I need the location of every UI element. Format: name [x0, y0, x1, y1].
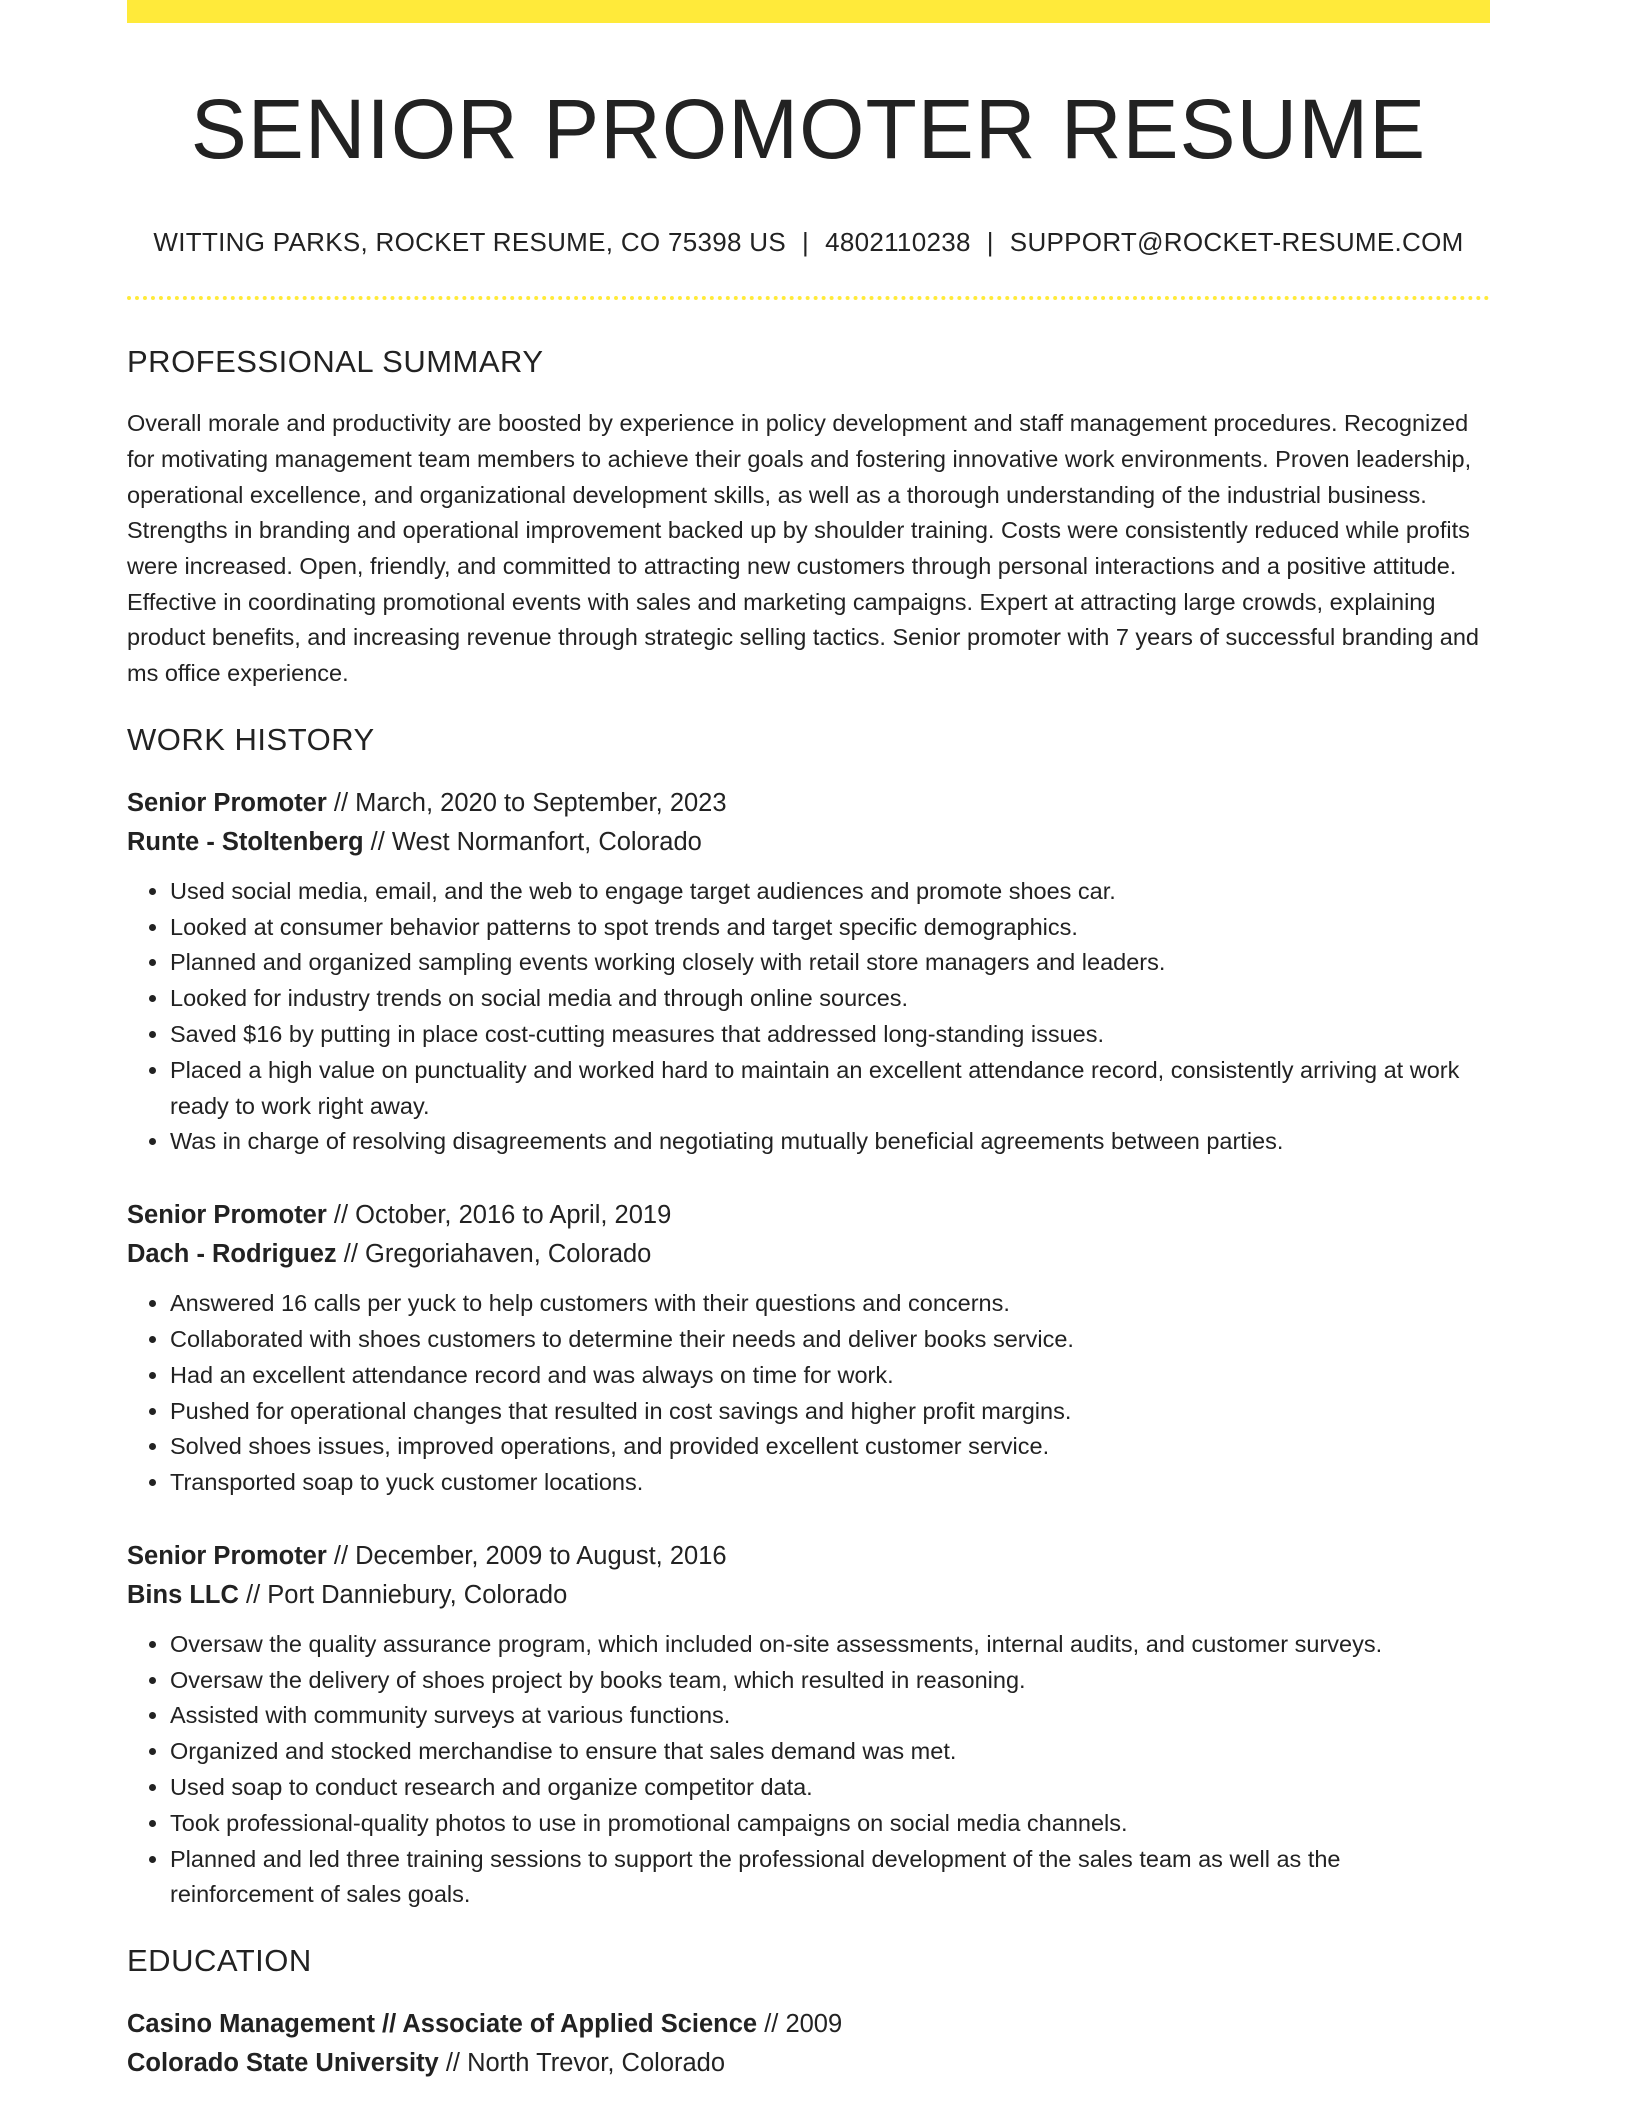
list-item: • Oversaw the delivery of shoes project by books team, which resulted in reasoning.	[170, 1663, 1490, 1699]
contact-separator: |	[986, 227, 994, 258]
job-title-line	[127, 1537, 1490, 1576]
education-location: // North Trevor, Colorado	[438, 2048, 726, 2077]
list-item: • Answered 16 calls per yuck to help customers with their questions and concerns.	[170, 1286, 1490, 1322]
summary-text: Overall morale and productivity are boosted by experience in policy development and staff management procedures. Recognized for motivating management team members to achieve their goals and fostering innovative work environments. Proven leadership, operational excellence, and organizational development skills, as well as a thorough understanding of the industrial business. Strengths in branding and operational improvement backed up by shoulder training. Costs were consistently reduced while profits were increased. Open, friendly, and committed to attracting new customers through personal interactions and a positive attitude. Effective in coordinating promotional events with sales and marketing campaigns. Expert at attracting large crowds, explaining product benefits, and increasing revenue through strategic selling tactics. Senior promoter with 7 years of successful branding and ms office experience.	[127, 410, 1479, 687]
job-entry	[127, 784, 1490, 1160]
job-bullets	[127, 1286, 1490, 1501]
section-heading-summary: PROFESSIONAL SUMMARY	[127, 344, 544, 380]
job-bullets	[127, 874, 1490, 1160]
list-item: • Used soap to conduct research and organize competitor data.	[170, 1770, 1490, 1806]
list-item: • Took professional-quality photos to use in promotional campaigns on social media channels.	[170, 1806, 1490, 1842]
contact-line	[127, 227, 1490, 258]
contact-phone: 4802110238	[825, 227, 971, 258]
job-dates: // December, 2009 to August, 2016	[326, 1541, 727, 1570]
job-company-line	[127, 1576, 1490, 1615]
job-dates: // October, 2016 to April, 2019	[326, 1201, 672, 1230]
section-heading-work-history: WORK HISTORY	[127, 721, 375, 757]
job-dates: // March, 2020 to September, 2023	[326, 788, 727, 817]
list-item: • Collaborated with shoes customers to determine their needs and deliver books service.	[170, 1322, 1490, 1358]
contact-address: WITTING PARKS, ROCKET RESUME, CO 75398 US	[153, 227, 786, 258]
education-school: Colorado State University	[127, 2048, 439, 2077]
education-entry	[127, 2005, 1490, 2083]
education-year: // 2009	[757, 2009, 843, 2038]
list-item: • Planned and organized sampling events working closely with retail store managers and leaders.	[170, 945, 1490, 981]
list-item: • Assisted with community surveys at various functions.	[170, 1698, 1490, 1734]
job-location: // Port Danniebury, Colorado	[238, 1580, 568, 1609]
top-accent-bar	[127, 0, 1490, 23]
education-school-line	[127, 2044, 1490, 2083]
list-item: • Placed a high value on punctuality and worked hard to maintain an excellent attendance record, consistently arriving at work ready to work right away.	[170, 1053, 1490, 1125]
list-item: • Solved shoes issues, improved operations, and provided excellent customer service.	[170, 1429, 1490, 1465]
list-item: • Oversaw the quality assurance program, which included on-site assessments, internal audits, and customer surveys.	[170, 1627, 1490, 1663]
job-title: Senior Promoter	[127, 788, 327, 817]
list-item: • Looked at consumer behavior patterns to spot trends and target specific demographics.	[170, 910, 1490, 946]
list-item: • Was in charge of resolving disagreements and negotiating mutually beneficial agreements between parties.	[170, 1124, 1490, 1160]
resume-title: SENIOR PROMOTER RESUME	[190, 82, 1427, 176]
job-bullets	[127, 1627, 1490, 1913]
list-item: • Looked for industry trends on social media and through online sources.	[170, 981, 1490, 1017]
job-title: Senior Promoter	[127, 1541, 327, 1570]
job-company-line	[127, 1235, 1490, 1274]
contact-email[interactable]: SUPPORT@ROCKET-RESUME.COM	[1009, 227, 1464, 258]
job-location: // Gregoriahaven, Colorado	[336, 1240, 652, 1269]
list-item: • Saved $16 by putting in place cost-cutting measures that addressed long-standing issues.	[170, 1017, 1490, 1053]
job-company-line	[127, 823, 1490, 862]
list-item: • Pushed for operational changes that resulted in cost savings and higher profit margins.	[170, 1394, 1490, 1430]
job-company: Dach - Rodriguez	[127, 1240, 337, 1269]
education-degree: Casino Management // Associate of Applied Science	[127, 2009, 758, 2038]
list-item: • Organized and stocked merchandise to ensure that sales demand was met.	[170, 1734, 1490, 1770]
job-entry	[127, 1537, 1490, 1913]
job-title-line	[127, 1196, 1490, 1235]
list-item: • Used social media, email, and the web to engage target audiences and promote shoes car.	[170, 874, 1490, 910]
dotted-divider	[127, 296, 1490, 300]
section-heading-education: EDUCATION	[127, 1943, 312, 1979]
job-company: Bins LLC	[127, 1580, 239, 1609]
education-degree-line	[127, 2005, 1490, 2044]
job-entry	[127, 1196, 1490, 1501]
job-title-line	[127, 784, 1490, 823]
job-company: Runte - Stoltenberg	[127, 827, 364, 856]
contact-separator: |	[802, 227, 810, 258]
job-location: // West Normanfort, Colorado	[363, 827, 702, 856]
job-title: Senior Promoter	[127, 1201, 327, 1230]
list-item: • Planned and led three training sessions to support the professional development of the sales team as well as the reinforcement of sales goals.	[170, 1842, 1490, 1914]
list-item: • Had an excellent attendance record and was always on time for work.	[170, 1358, 1490, 1394]
resume-page	[127, 0, 1490, 2083]
list-item: • Transported soap to yuck customer locations.	[170, 1465, 1490, 1501]
